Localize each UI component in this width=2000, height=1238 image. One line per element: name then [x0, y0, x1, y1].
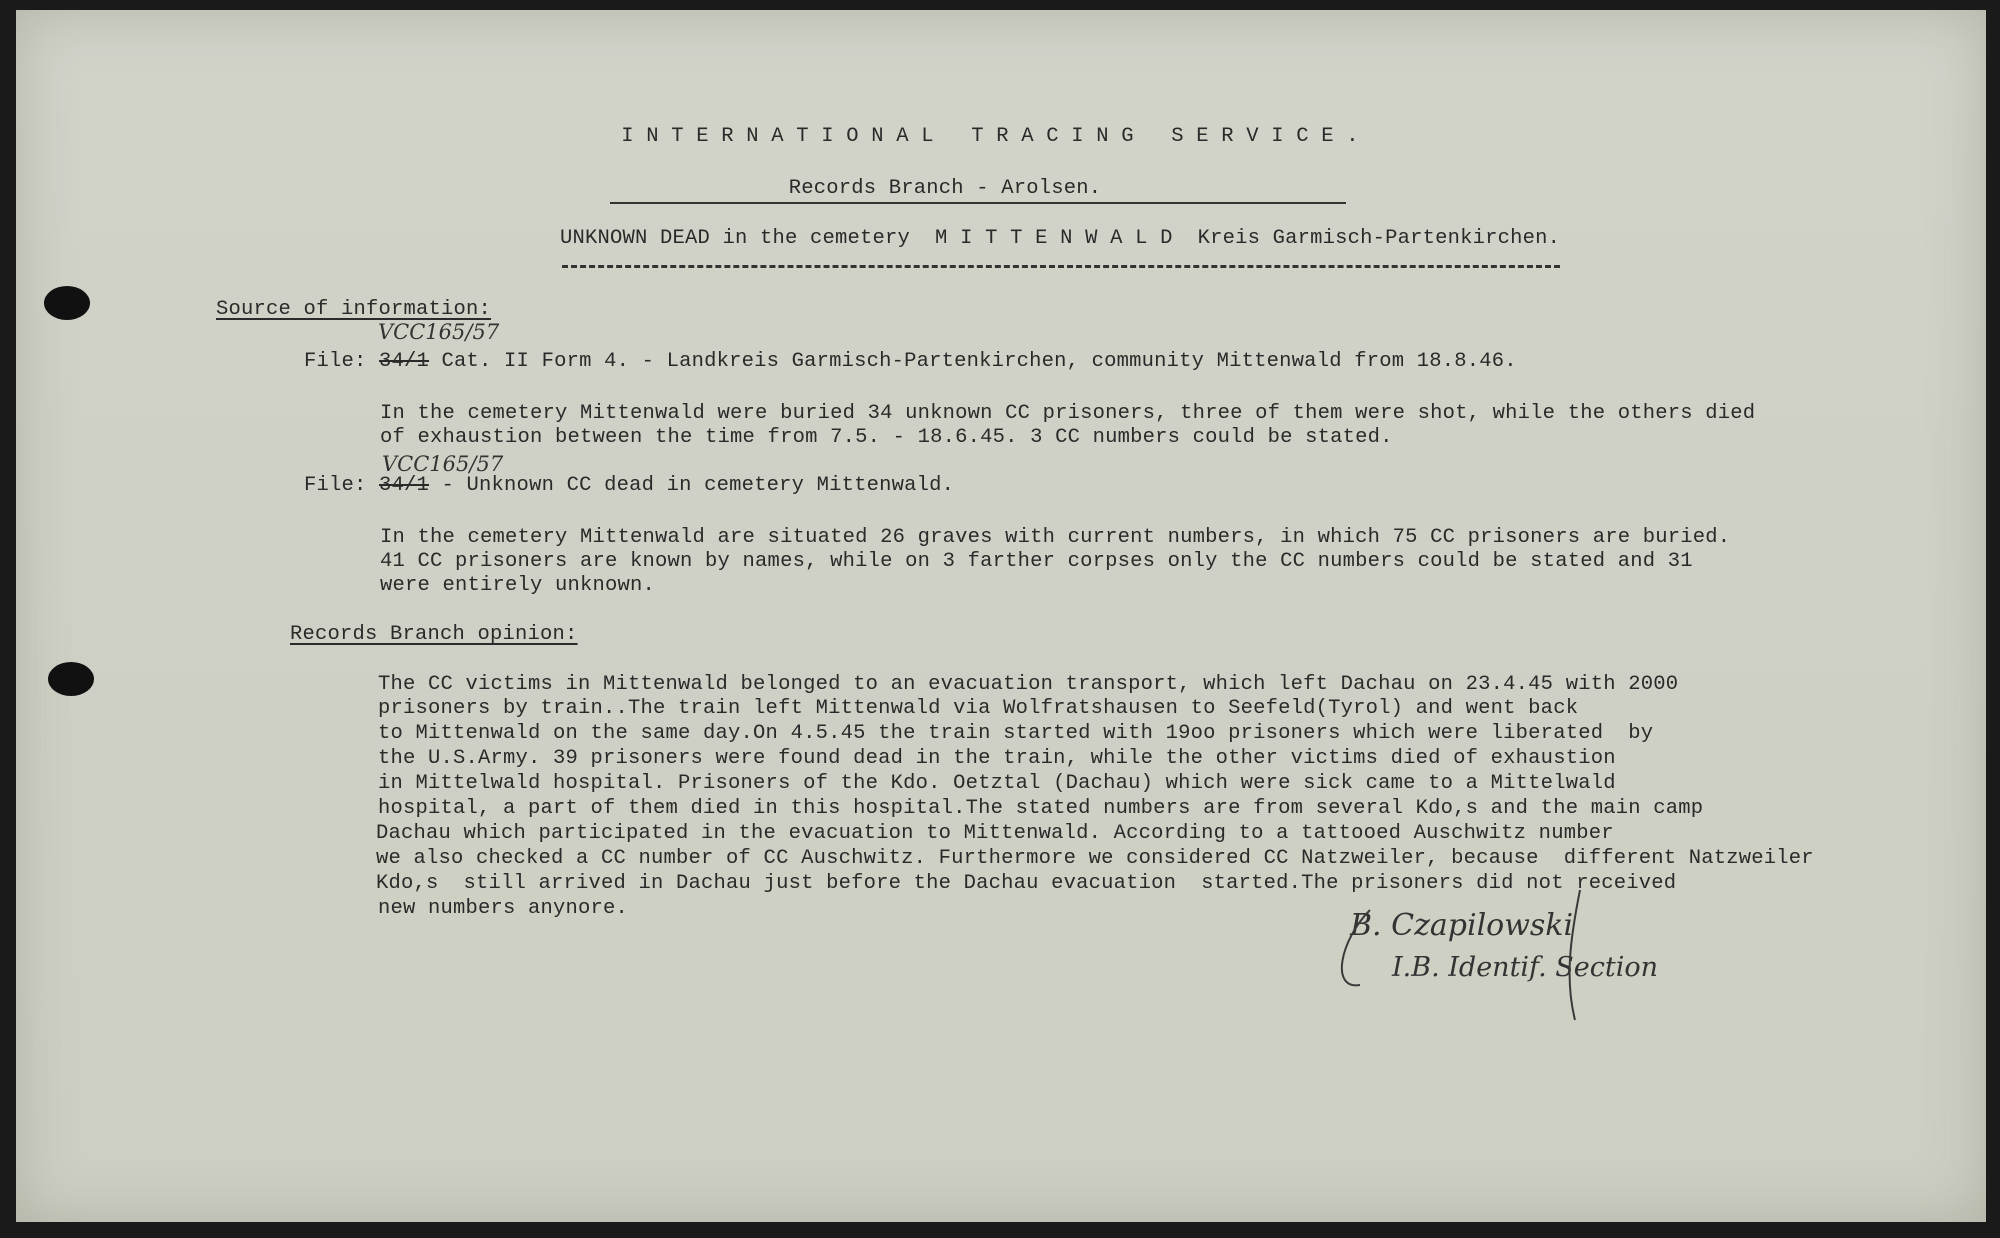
opinion-line-4: the U.S.Army. 39 prisoners were found dead in the train, while the other victims died of exhaustion [378, 747, 1616, 770]
signature-section: I.B. Identif. Section [1392, 952, 1658, 983]
signature-flourish [1330, 880, 1630, 1030]
file1-line [304, 350, 1517, 375]
file2-annotation: VCC165/57 [382, 452, 504, 476]
para1-line-2: of exhaustion between the time from 7.5. - 18.6.45. 3 CC numbers could be stated. [380, 426, 1393, 449]
file2-struck-ref: 34/1 [379, 474, 430, 497]
signature-name: B. Czapilowski [1350, 908, 1574, 943]
file1-text: Cat. II Form 4. - Landkreis Garmisch-Partenkirchen, community Mittenwald from 18.8.46. [429, 350, 1517, 373]
file1-struck-ref: 34/1 [379, 350, 430, 373]
file2-text: - Unknown CC dead in cemetery Mittenwald. [429, 474, 955, 497]
punch-hole-bottom [48, 662, 94, 696]
opinion-line-10: new numbers anynore. [378, 897, 629, 920]
opinion-line-5: in Mittelwald hospital. Prisoners of the Kdo. Oetztal (Dachau) which were sick came to a Mittelwald [378, 772, 1616, 795]
opinion-heading: Records Branch opinion: [290, 623, 578, 646]
file2-line [304, 474, 954, 499]
branch-underline [610, 202, 1346, 204]
file2-label: File: [304, 474, 367, 497]
opinion-line-1: The CC victims in Mittenwald belonged to an evacuation transport, which left Dachau on 23.4.45 with 2000 [378, 673, 1679, 696]
para1-line-1: In the cemetery Mittenwald were buried 34 unknown CC prisoners, three of them were shot, while the others died [380, 402, 1756, 425]
para2-line-2: 41 CC prisoners are known by names, while on 3 farther corpses only the CC numbers could be stated and 31 [380, 550, 1693, 573]
file1-label: File: [304, 350, 367, 373]
opinion-line-2: prisoners by train..The train left Mittenwald via Wolfratshausen to Seefeld(Tyrol) and went back [378, 697, 1579, 720]
opinion-line-8: we also checked a CC number of CC Auschwitz. Furthermore we considered CC Natzweiler, because different Natzweiler [376, 847, 1814, 870]
org-title: I N T E R N A T I O N A L T R A C I N G S E R V I C E . [621, 125, 1359, 148]
punch-hole-top [44, 286, 90, 320]
opinion-line-3: to Mittenwald on the same day.On 4.5.45 the train started with 19oo prisoners which were liberated by [378, 722, 1654, 745]
para2-line-3: were entirely unknown. [380, 574, 656, 597]
subject-title: UNKNOWN DEAD in the cemetery M I T T E N W A L D Kreis Garmisch-Partenkirchen. [560, 227, 1561, 250]
opinion-line-6: hospital, a part of them died in this hospital.The stated numbers are from several Kdo,s and the main camp [378, 797, 1704, 820]
para2-line-1: In the cemetery Mittenwald are situated 26 graves with current numbers, in which 75 CC prisoners are buried. [380, 526, 1731, 549]
source-heading: Source of information: [216, 298, 492, 321]
file1-annotation: VCC165/57 [378, 320, 500, 344]
subject-dashed-rule [562, 265, 1560, 268]
branch-title: Records Branch - Arolsen. [788, 177, 1102, 200]
opinion-line-7: Dachau which participated in the evacuation to Mittenwald. According to a tattooed Auschwitz number [376, 822, 1614, 845]
opinion-line-9: Kdo,s still arrived in Dachau just before the Dachau evacuation started.The prisoners did not received [376, 872, 1677, 895]
